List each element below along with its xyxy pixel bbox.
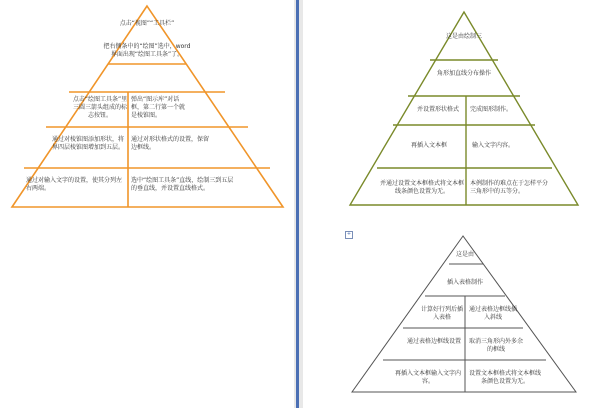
green-level-5-left-text: 并通过设置文本框格式将文本框线条颜色设置为无。 [380, 180, 465, 195]
green-level-5-right-text: 本例制作的难点在于怎样平分三角形中的五等分。 [470, 180, 549, 195]
green-level-1-text: 这是由绘制三 [445, 33, 482, 40]
orange-level-1-text: 点击“视图”“工具栏” [119, 20, 175, 27]
green-level-3-right-text: 完成图形制作。 [470, 106, 513, 113]
orange-level-4-left-text: 通过对棱锥图添加形状，将界四层棱锥图增加到五层。 [51, 136, 124, 151]
green-level-4-right-text: 输入文字内容。 [472, 142, 515, 149]
table-level-5-right-text: 设置文本框格式将文本框线条颜色设置为无。 [468, 370, 541, 385]
table-level-3-left-text: 计算好行列后插入表格 [420, 306, 463, 321]
orange-level-3-left-text: 点击“绘图工具条”里三圆三箭头组成的标志按钮。 [72, 96, 128, 119]
orange-level-5-right-text: 选中“绘图工具条”直线，绘制三到五层的垂直线，并设置直线格式。 [131, 177, 234, 192]
green-level-2-text: 角形加直线分布操作 [436, 70, 491, 77]
table-level-2-text: 插入表格制作 [446, 279, 483, 286]
table-level-4-right-text: 取消三角形内外多余的框线 [468, 338, 523, 353]
orange-level-5-left-text: 通过对输入文字的设置，使其分列左右两端。 [26, 177, 123, 192]
table-level-4-left-text: 通过表格边框线设置 [406, 338, 461, 345]
table-level-5-left-text: 再插入文本框输入文字内容。 [394, 370, 461, 385]
table-level-1-text: 这是由 [455, 251, 474, 258]
orange-level-4-right-text: 通过对形状格式的设置，保留边框线。 [131, 136, 210, 151]
green-level-4-left-text: 再插入文本框 [410, 142, 447, 149]
object-anchor-icon[interactable]: + [346, 231, 352, 237]
orange-level-2-text: 把右侧条中的“绘图”选中，word界面出现“绘图工具条”了。 [103, 43, 191, 58]
green-level-3-left-text: 并设置形状格式 [416, 106, 459, 113]
orange-level-3-right-text: 弹出“图示库”对话框，第二行第一个就是棱锥图。 [131, 96, 186, 119]
table-level-3-right-text: 通过表格边框线插入斜线 [468, 306, 517, 321]
